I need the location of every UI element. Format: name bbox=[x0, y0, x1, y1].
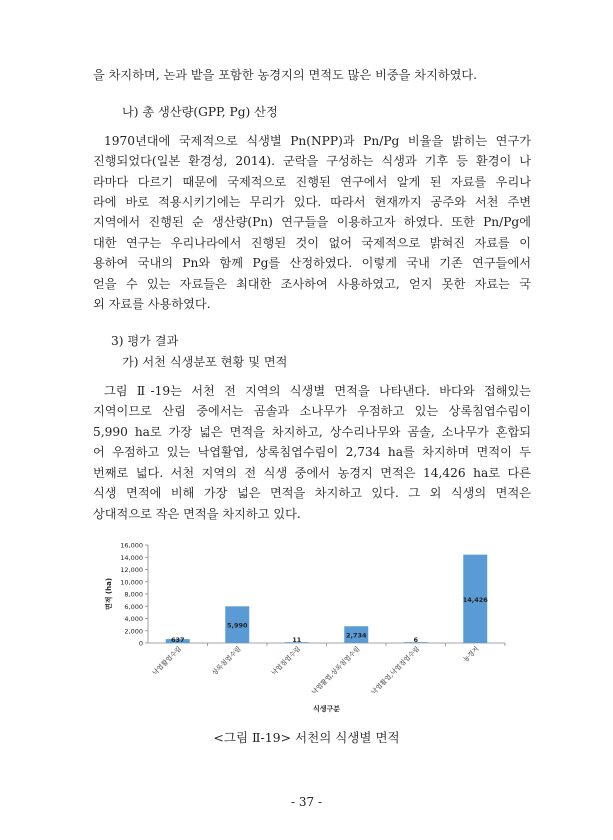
data-label: 637 bbox=[170, 636, 185, 644]
figure-caption: <그림 Ⅱ-19> 서천의 식생별 면적 bbox=[213, 730, 400, 745]
text-line: 번째로 넓다. 서천 지역의 전 식생 중에서 농경지 면적은 14,426 ha로 다른 bbox=[93, 466, 531, 480]
x-tick-label: 낙엽활엽,상록침엽수림 bbox=[310, 644, 362, 697]
text-line: 라에 바로 적용시키기에는 무리가 있다. 따라서 현재까지 공주와 서천 주변 bbox=[93, 195, 531, 209]
data-label: 5,990 bbox=[226, 621, 248, 630]
y-tick-label: 4,000 bbox=[124, 615, 143, 623]
text-line: 어 우점하고 있는 낙엽활엽, 상록침엽수림이 2,734 ha를 차지하며 면적이 두 bbox=[93, 445, 531, 459]
y-tick-label: 12,000 bbox=[120, 566, 143, 574]
text-line: 대한 연구는 우리나라에서 진행된 것이 없어 국제적으로 밝혀진 자료를 이 bbox=[93, 236, 531, 250]
y-tick-label: 14,000 bbox=[120, 553, 143, 562]
text-line: 식생 면적에 비해 가장 넓은 면적을 차지하고 있다. 그 외 식생의 면적은 bbox=[93, 486, 531, 500]
x-tick-label: 낙엽활엽,낙엽침엽수림 bbox=[369, 644, 422, 697]
text-line: 상대적으로 작은 면적을 차지하고 있다. bbox=[93, 507, 301, 521]
page-number: - 37 - bbox=[290, 795, 322, 809]
section-heading: 나) 총 생산량(GPP, Pg) 산정 bbox=[122, 105, 278, 119]
y-tick-label: 10,000 bbox=[120, 578, 143, 587]
data-label: 2,734 bbox=[345, 631, 367, 640]
x-tick-label: 농경지 bbox=[461, 644, 481, 664]
text-line: 지역이므로 산림 중에서는 곰솔과 소나무가 우점하고 있는 상록침엽수림이 bbox=[93, 404, 531, 418]
text-line: 그림 Ⅱ-19는 서천 전 지역의 식생별 면적을 나타낸다. 바다와 접해있는 bbox=[104, 384, 531, 398]
text-line: 을 차지하며, 논과 밭을 포함한 농경지의 면적도 많은 비중을 차지하였다. bbox=[93, 68, 478, 82]
text-line: 지역에서 진행된 순 생산량(Pn) 연구들을 이용하고자 하였다. 또한 Pn/Pg에 bbox=[93, 215, 531, 229]
y-tick-label: 0 bbox=[138, 639, 143, 648]
section-heading: 가) 서천 식생분포 현황 및 면적 bbox=[122, 355, 288, 369]
y-tick-label: 6,000 bbox=[124, 602, 143, 611]
y-tick-label: 2,000 bbox=[124, 627, 143, 636]
x-axis-label: 식생구분 bbox=[312, 705, 341, 713]
text-line: 외 자료를 사용하였다. bbox=[93, 297, 211, 311]
section-heading: 3) 평가 결과 bbox=[111, 334, 179, 348]
x-tick-label: 낙엽침엽수림 bbox=[269, 644, 303, 678]
text-line: 얻을 수 있는 자료들은 최대한 조사하여 사용하였고, 얻지 못한 자료는 국 bbox=[93, 277, 531, 291]
data-label: 11 bbox=[292, 636, 302, 644]
text-line: 진행되었다(일본 환경성, 2014). 군락을 구성하는 식생과 기후 등 환경이 나 bbox=[93, 154, 531, 168]
x-tick-label: 상록침엽수림 bbox=[210, 644, 243, 678]
text-line: 라마다 다르기 때문에 국제적으로 진행된 연구에서 알게 된 자료를 우리나 bbox=[93, 175, 531, 189]
y-tick-label: 16,000 bbox=[120, 541, 143, 550]
data-label: 6 bbox=[413, 636, 419, 644]
text-line: 5,990 ha로 가장 넓은 면적을 차지하고, 상수리나무와 곰솔, 소나무가 혼합되 bbox=[93, 425, 531, 439]
y-axis-label: 면적 (ha) bbox=[105, 577, 113, 611]
y-tick-label: 8,000 bbox=[124, 590, 143, 599]
text-line: 용하여 국내의 Pn와 함께 Pg를 산정하였다. 이렇게 국내 기존 연구들에서 bbox=[93, 256, 531, 270]
vegetation-area-chart bbox=[95, 535, 515, 720]
x-tick-label: 낙엽활엽수림 bbox=[150, 644, 184, 678]
data-label: 14,426 bbox=[462, 595, 488, 604]
text-line: 1970년대에 국제적으로 식생별 Pn(NPP)과 Pn/Pg 비율을 밝히는 연구가 bbox=[104, 134, 531, 148]
